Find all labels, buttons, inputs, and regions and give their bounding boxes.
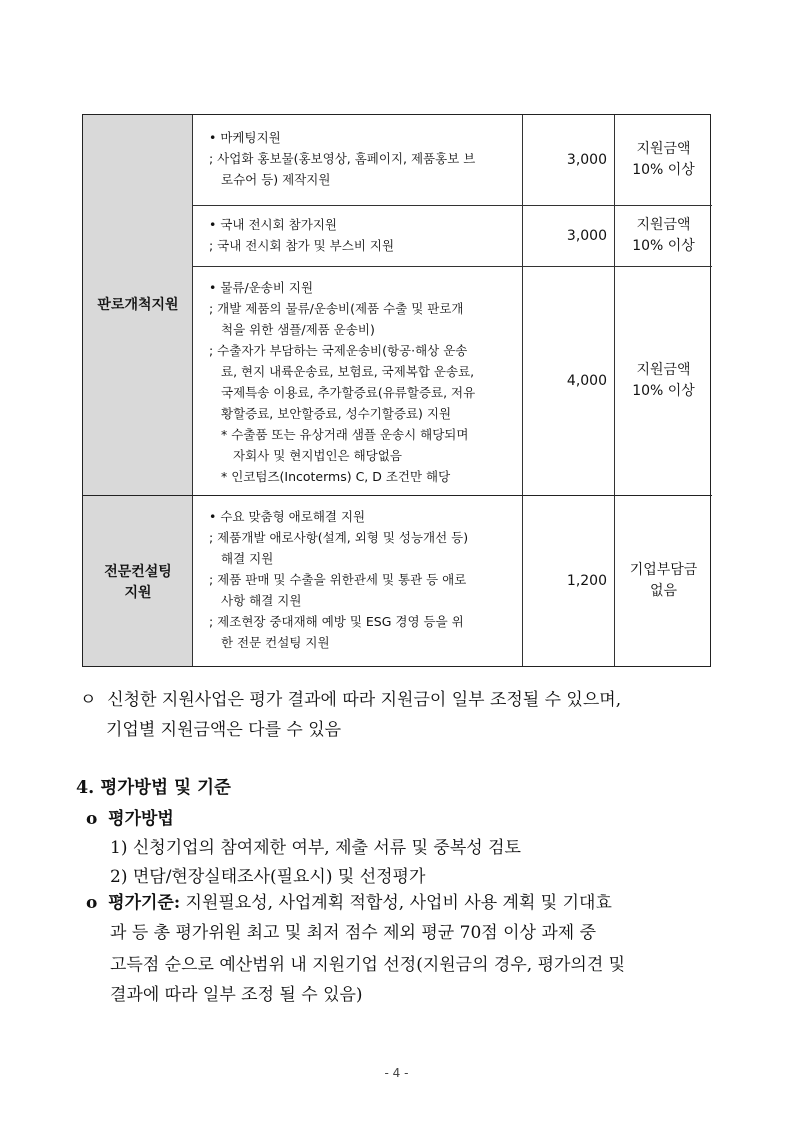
- category-consulting: 전문컨설팅 지원: [104, 564, 172, 601]
- criteria-line-2: 과 등 총 평가위원 최고 및 최저 점수 제외 평균 70점 이상 과제 중: [110, 923, 597, 943]
- row-amount: 3,000: [523, 115, 615, 205]
- table-row: [193, 206, 712, 267]
- notice-bullet: ㅇ: [80, 690, 97, 710]
- page-number: - 4 -: [384, 1066, 409, 1080]
- row-description: • 물류/운송비 지원 ; 개발 제품의 물류/운송비(제품 수출 및 판로개 척을 위한 샘플/제품 운송비) ; 수출자가 부담하는 국제운송비(항공·해상 운송 료, 현지 내륙운송료, 보험료, 국제복합 운송료, 국제특송 이용료, 추가할증료(유류할증료, 저유 황할증료, 보안할증료, 성수기할증료) 지원 * 수출품 또는 유상거래 샘플 운송시 해당되며 자회사 및 현지법인은 해당없음 * 인코텀즈(Incoterms) C, D 조건만 해당: [193, 267, 523, 495]
- row-amount: 4,000: [523, 267, 615, 495]
- criteria-line-1: o 평가기준: 지원필요성, 사업계획 적합성, 사업비 사용 계획 및 기대효: [86, 893, 612, 913]
- criteria-line-4: 결과에 따라 일부 조정 될 수 있음): [110, 985, 363, 1005]
- row-description: • 수요 맞춤형 애로해결 지원 ; 제품개발 애로사항(설계, 외형 및 성능개선 등) 해결 지원 ; 제품 판매 및 수출을 위한관세 및 통관 등 애로 사항 해결 지원 ; 제조현장 중대재해 예방 및 ESG 경영 등을 위 한 전문 컨설팅 지원: [193, 496, 523, 666]
- row-amount: 1,200: [523, 496, 615, 666]
- method-item-1: 1) 신청기업의 참여제한 여부, 제출 서류 및 중복성 검토: [110, 838, 521, 858]
- category-sales-channel: 판로개척지원: [97, 297, 179, 313]
- criteria-line-3: 고득점 순으로 예산범위 내 지원기업 선정(지원금의 경우, 평가의견 및: [110, 955, 626, 975]
- row-note: 지원금액 10% 이상: [632, 362, 695, 399]
- row-description: • 마케팅지원 ; 사업화 홍보물(홍보영상, 홈페이지, 제품홍보 브 로슈어 등) 제작지원: [193, 115, 523, 205]
- row-amount: 3,000: [523, 206, 615, 266]
- notice-line-1: ㅇ 신청한 지원사업은 평가 결과에 따라 지원금이 일부 조정될 수 있으며,: [80, 690, 622, 710]
- section-title: 4. 평가방법 및 기준: [76, 778, 231, 798]
- method-bullet: o: [86, 809, 98, 829]
- table-row: [193, 267, 712, 495]
- method-item-2: 2) 면담/현장실태조사(필요시) 및 선정평가: [110, 867, 426, 887]
- row-note: 지원금액 10% 이상: [632, 217, 695, 254]
- table-row: [193, 495, 712, 666]
- row-note: 지원금액 10% 이상: [632, 141, 695, 178]
- row-note: 기업부담금 없음: [629, 562, 698, 599]
- notice-line-2: 기업별 지원금액은 다를 수 있음: [106, 720, 342, 740]
- row-description: • 국내 전시회 참가지원 ; 국내 전시회 참가 및 부스비 지원: [193, 206, 523, 266]
- method-heading: o 평가방법: [86, 809, 174, 829]
- table-row: [193, 115, 712, 206]
- category-column: [83, 115, 193, 666]
- criteria-bullet: o: [86, 893, 98, 913]
- support-table: [82, 114, 711, 667]
